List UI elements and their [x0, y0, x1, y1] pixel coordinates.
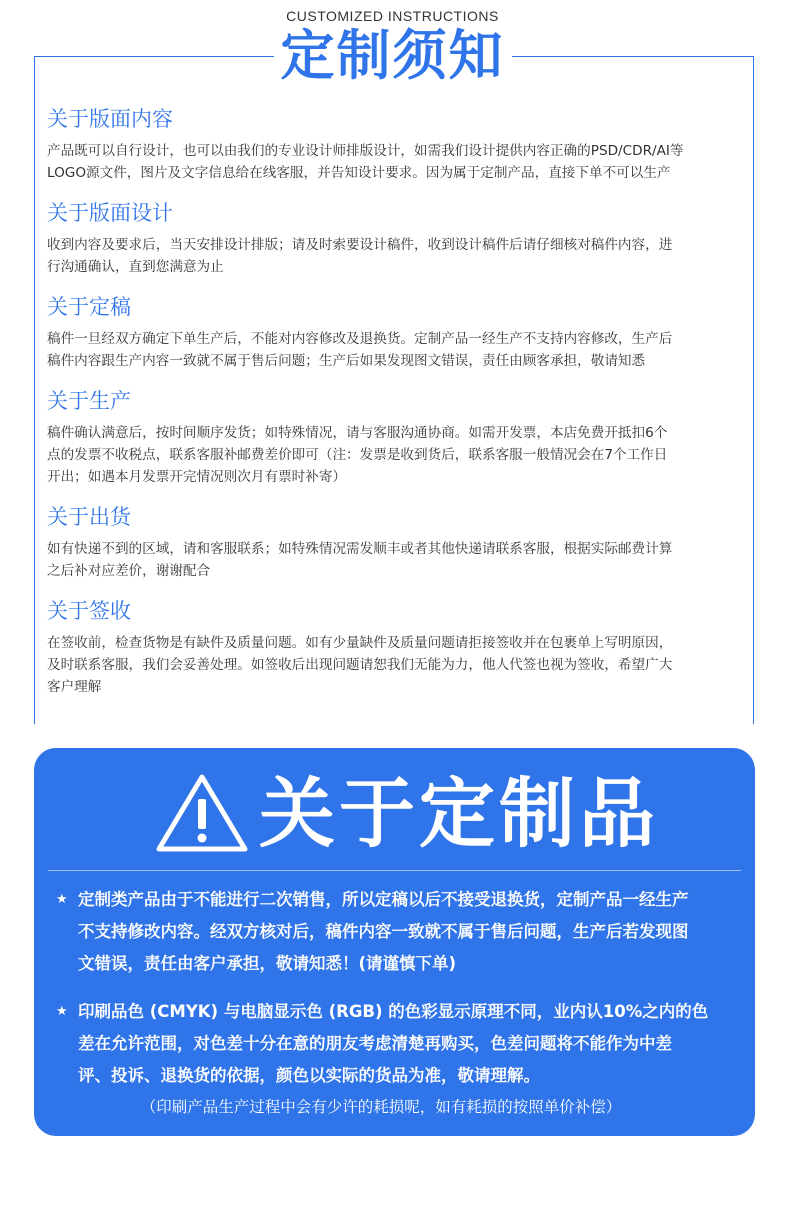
notice-line: 定制类产品由于不能进行二次销售，所以定稿以后不接受退换货，定制产品一经生产 — [78, 890, 689, 909]
section-title: 关于定稿 — [47, 295, 131, 319]
section-body — [47, 632, 743, 698]
notice-line: 不支持修改内容。经双方核对后，稿件内容一致就不属于售后问题，生产后若发现图 — [78, 922, 689, 941]
section-line: 行沟通确认，直到您满意为止 — [47, 259, 224, 275]
section-line: 稿件内容跟生产内容一致就不属于售后问题；生产后如果发现图文错误，责任由顾客承担，敬请知悉 — [47, 353, 646, 369]
section-body — [47, 422, 743, 488]
section-shipping — [47, 502, 743, 582]
section-line: 收到内容及要求后，当天安排设计排版；请及时索要设计稿件，收到设计稿件后请仔细核对稿件内容，进 — [47, 237, 673, 253]
section-body — [47, 328, 743, 372]
section-line: 开出；如遇本月发票开完情况则次月有票时补寄） — [47, 469, 347, 485]
notice-line: 文错误，责任由客户承担，敬请知悉！(请谨慎下单) — [78, 954, 457, 973]
section-layout-content — [47, 104, 743, 184]
section-title: 关于出货 — [47, 505, 131, 529]
section-body — [47, 234, 743, 278]
section-line: 稿件一旦经双方确定下单生产后，不能对内容修改及退换货。定制产品一经生产不支持内容修改，生产后 — [47, 331, 673, 347]
section-line: 产品既可以自行设计，也可以由我们的专业设计师排版设计，如需我们设计提供内容正确的PSD/CDR/AI等 — [47, 143, 684, 159]
notice-item — [56, 884, 736, 980]
notice-title: 关于定制品 — [259, 769, 659, 858]
star-icon: ★ — [56, 892, 68, 907]
section-layout-design — [47, 198, 743, 278]
notice-line: 印刷品色 (CMYK) 与电脑显示色 (RGB) 的色彩显示原理不同，业内认10%之内的色 — [78, 1002, 709, 1021]
section-line: LOGO源文件，图片及文字信息给在线客服，并告知设计要求。因为属于定制产品，直接下单不可以生产 — [47, 165, 671, 181]
section-title: 关于签收 — [47, 599, 131, 623]
page-title: 定制须知 — [280, 24, 505, 87]
instructions-list — [47, 104, 743, 712]
notice-item — [56, 996, 736, 1092]
section-body — [47, 538, 743, 582]
section-line: 及时联系客服，我们会妥善处理。如签收后出现问题请恕我们无能为力，他人代签也视为签收，希望广大 — [47, 657, 673, 673]
section-line: 在签收前，检查货物是有缺件及质量问题。如有少量缺件及质量问题请拒接签收并在包裹单上写明原因， — [47, 635, 673, 651]
section-line: 点的发票不收税点，联系客服补邮费差价即可（注：发票是收到货后，联系客服一般情况会在7个工作日 — [47, 447, 668, 463]
star-icon: ★ — [56, 1004, 68, 1019]
section-title: 关于版面设计 — [47, 201, 173, 225]
section-line: 如有快递不到的区域，请和客服联系；如特殊情况需发顺丰或者其他快递请联系客服，根据实际邮费计算 — [47, 541, 673, 557]
custom-product-notice — [34, 748, 755, 1136]
notice-items — [56, 884, 736, 1122]
header-subtitle: CUSTOMIZED INSTRUCTIONS — [286, 8, 499, 24]
section-final-draft — [47, 292, 743, 372]
notice-line: 差在允许范围，对色差十分在意的朋友考虑清楚再购买，色差问题将不能作为中差 — [78, 1034, 672, 1053]
section-production — [47, 386, 743, 488]
notice-divider — [48, 870, 741, 871]
section-line: 之后补对应差价，谢谢配合 — [47, 563, 211, 579]
notice-line: 评、投诉、退换货的依据，颜色以实际的货品为准，敬请理解。 — [78, 1066, 540, 1085]
section-body — [47, 140, 743, 184]
notice-footnote: （印刷产品生产过程中会有少许的耗损呢，如有耗损的按照单价补偿） — [140, 1098, 622, 1116]
warning-triangle-icon — [154, 772, 250, 854]
section-title: 关于生产 — [47, 389, 131, 413]
section-receipt — [47, 596, 743, 698]
section-title: 关于版面内容 — [47, 107, 173, 131]
section-line: 客户理解 — [47, 679, 102, 695]
section-line: 稿件确认满意后，按时间顺序发货；如特殊情况，请与客服沟通协商。如需开发票，本店免费开抵扣6个 — [47, 425, 668, 441]
